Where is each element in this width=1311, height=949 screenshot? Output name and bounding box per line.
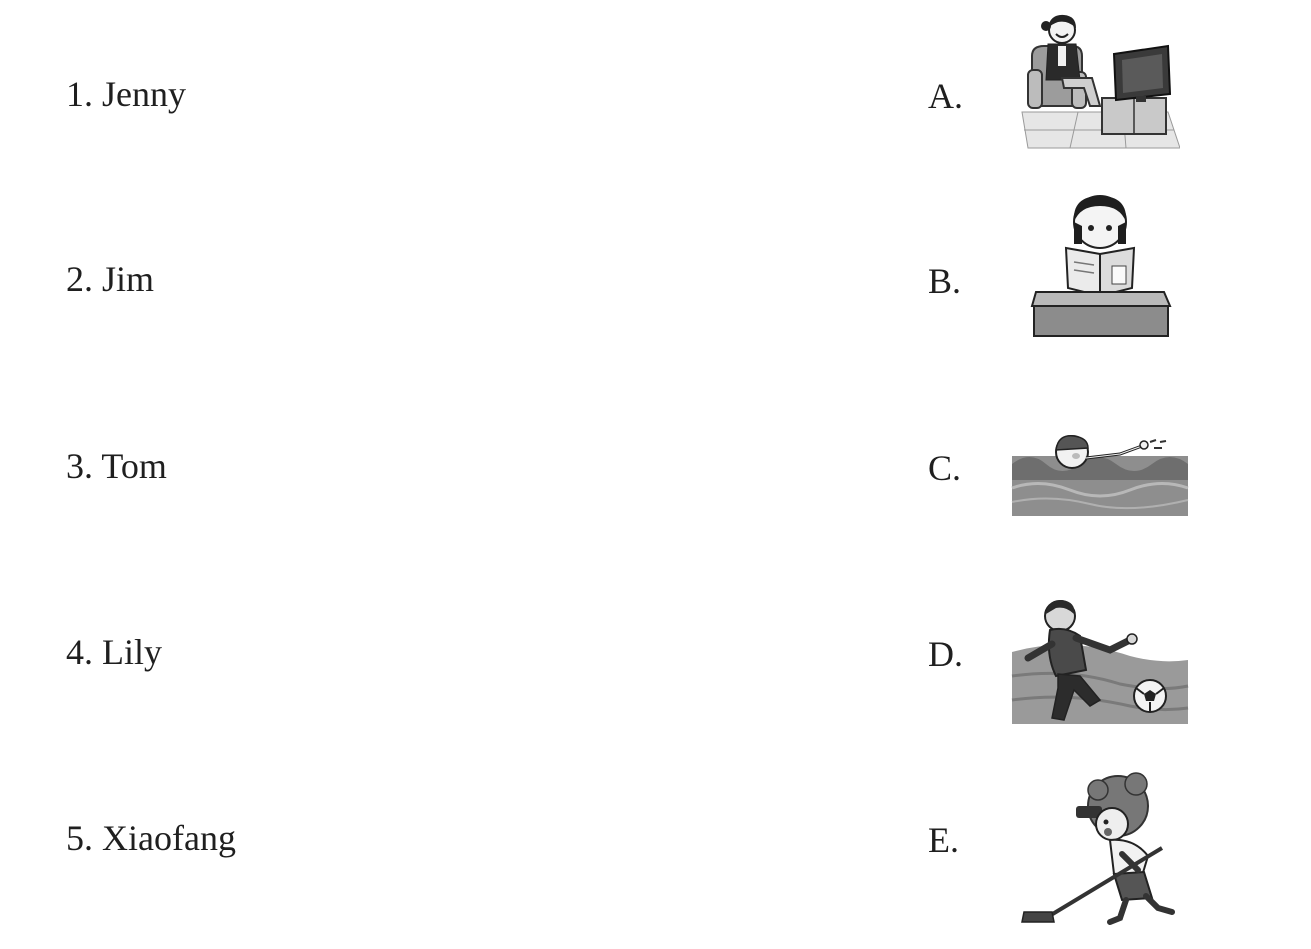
option-letter-a: A.	[928, 76, 963, 116]
name-number: 3.	[66, 446, 93, 486]
name-item-5	[66, 818, 236, 858]
girl-sweeping-floor-icon	[1018, 772, 1188, 930]
name-item-3	[66, 446, 167, 486]
name-text: Xiaofang	[102, 818, 236, 858]
name-number: 4.	[66, 632, 93, 672]
name-item-4	[66, 632, 162, 672]
option-letter-c: C.	[928, 448, 962, 488]
option-letter-b: B.	[928, 261, 962, 301]
child-reading-book-icon	[1028, 192, 1172, 342]
name-number: 5.	[66, 818, 93, 858]
name-number: 1.	[66, 74, 93, 114]
boy-swimming-icon	[1010, 428, 1190, 518]
name-text: Tom	[101, 446, 167, 486]
name-number: 2.	[66, 259, 93, 299]
name-text: Jenny	[102, 74, 186, 114]
name-text: Jim	[102, 259, 155, 299]
girl-watching-tv-icon	[1018, 10, 1180, 152]
name-item-2	[66, 259, 154, 299]
option-letter-e: E.	[928, 820, 959, 860]
option-letter-d: D.	[928, 634, 963, 674]
name-item-1	[66, 74, 186, 114]
boy-playing-football-icon	[1010, 596, 1190, 726]
name-text: Lily	[102, 632, 162, 672]
